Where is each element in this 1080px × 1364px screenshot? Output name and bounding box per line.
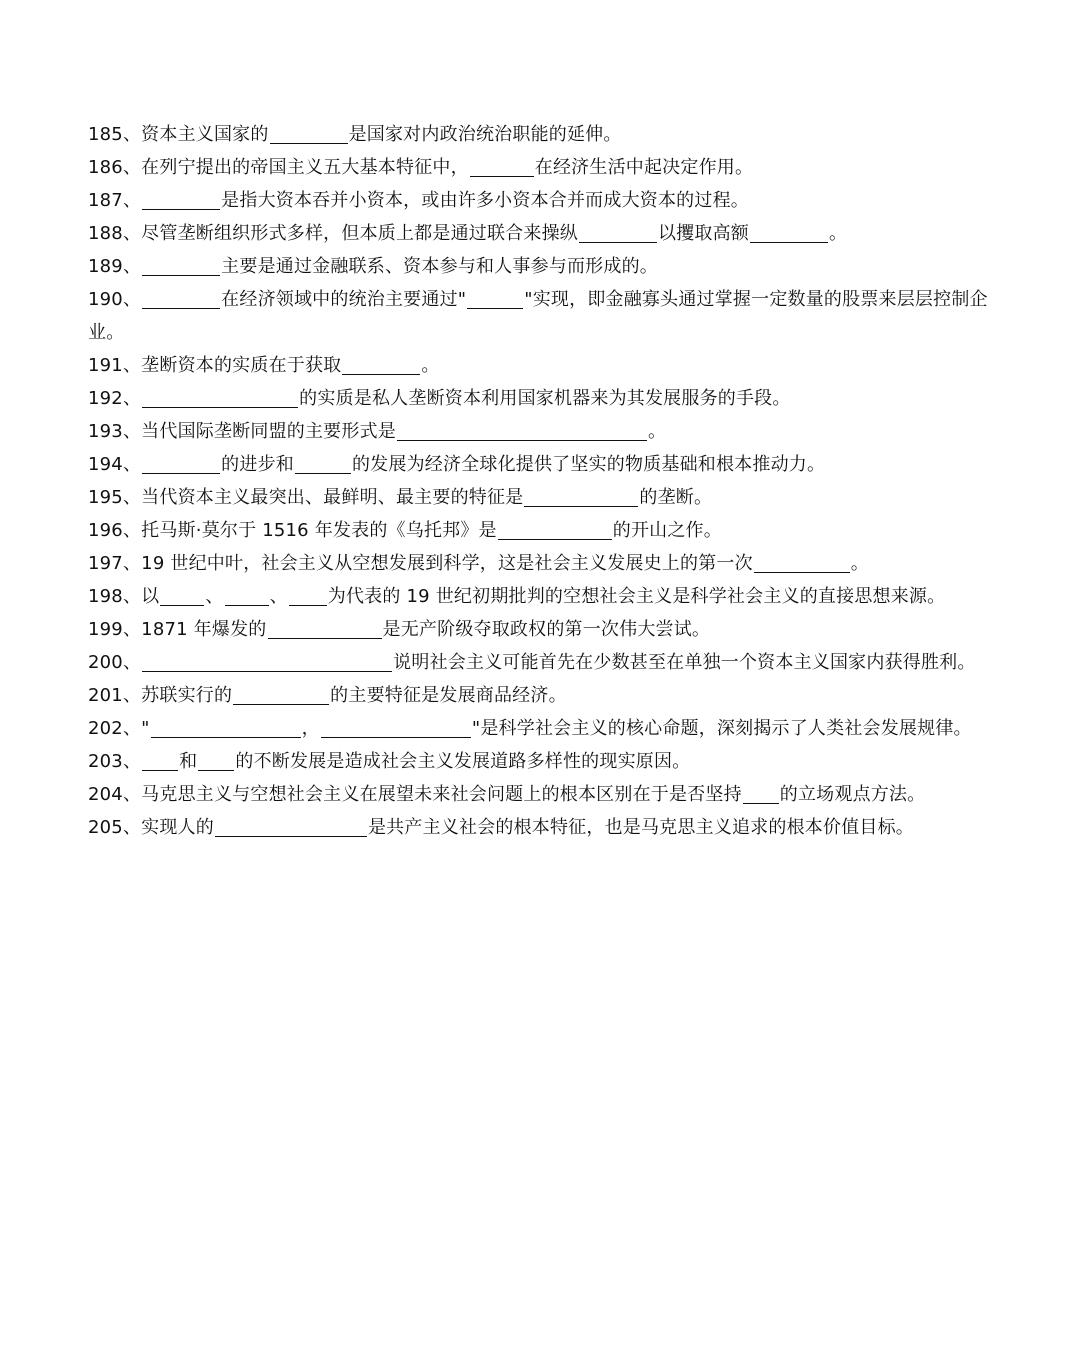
question-195: 195、当代资本主义最突出、最鲜明、最主要的特征是 的垄断。 xyxy=(88,487,713,508)
question-203: 203、 和 的不断发展是造成社会主义发展道路多样性的现实原因。 xyxy=(88,751,691,772)
answer-blank[interactable] xyxy=(498,519,612,540)
question-198: 198、以 、 、 为代表的 19 世纪初期批判的空想社会主义是科学社会主义的直接思想来源。 xyxy=(88,586,946,607)
answer-blank[interactable] xyxy=(342,354,420,375)
answer-blank[interactable] xyxy=(524,486,638,507)
question-193: 193、当代国际垄断同盟的主要形式是 。 xyxy=(88,421,667,442)
answer-blank[interactable] xyxy=(225,585,269,606)
answer-blank[interactable] xyxy=(321,717,471,738)
answer-blank[interactable] xyxy=(270,123,348,144)
answer-blank[interactable] xyxy=(233,684,329,705)
answer-blank[interactable] xyxy=(470,156,534,177)
answer-blank[interactable] xyxy=(268,618,382,639)
question-list xyxy=(88,118,988,844)
question-191: 191、垄断资本的实质在于获取 。 xyxy=(88,355,440,376)
answer-blank[interactable] xyxy=(295,453,351,474)
answer-blank[interactable] xyxy=(289,585,327,606)
answer-blank[interactable] xyxy=(215,816,367,837)
answer-blank[interactable] xyxy=(142,255,220,276)
answer-blank[interactable] xyxy=(142,387,298,408)
question-192: 192、 的实质是私人垄断资本利用国家机器来为其发展服务的手段。 xyxy=(88,388,791,409)
answer-blank[interactable] xyxy=(397,420,647,441)
answer-blank[interactable] xyxy=(750,222,828,243)
answer-blank[interactable] xyxy=(754,552,850,573)
answer-blank[interactable] xyxy=(151,717,301,738)
answer-blank[interactable] xyxy=(142,651,392,672)
question-202: 202、" ， "是科学社会主义的核心命题，深刻揭示了人类社会发展规律。 xyxy=(88,718,972,739)
question-186: 186、在列宁提出的帝国主义五大基本特征中， 在经济生活中起决定作用。 xyxy=(88,157,754,178)
answer-blank[interactable] xyxy=(142,453,220,474)
question-189: 189、 主要是通过金融联系、资本参与和人事参与而形成的。 xyxy=(88,256,658,277)
answer-blank[interactable] xyxy=(142,189,220,210)
answer-blank[interactable] xyxy=(142,750,178,771)
answer-blank[interactable] xyxy=(160,585,204,606)
question-188: 188、尽管垄断组织形式多样，但本质上都是通过联合来操纵 以攫取高额 。 xyxy=(88,223,848,244)
question-194: 194、 的进步和 的发展为经济全球化提供了坚实的物质基础和根本推动力。 xyxy=(88,454,826,475)
answer-blank[interactable] xyxy=(579,222,657,243)
question-204: 204、马克思主义与空想社会主义在展望未来社会问题上的根本区别在于是否坚持 的立场观点方法。 xyxy=(88,784,926,805)
question-185: 185、资本主义国家的 是国家对内政治统治职能的延伸。 xyxy=(88,124,622,145)
question-205: 205、实现人的 是共产主义社会的根本特征，也是马克思主义追求的根本价值目标。 xyxy=(88,817,914,838)
question-201: 201、苏联实行的 的主要特征是发展商品经济。 xyxy=(88,685,567,706)
question-199: 199、1871 年爆发的 是无产阶级夺取政权的第一次伟大尝试。 xyxy=(88,619,711,640)
question-190: 190、 在经济领域中的统治主要通过" "实现，即金融寡头通过掌握一定数量的股票来层层控制企业。 xyxy=(88,289,988,343)
answer-blank[interactable] xyxy=(142,288,220,309)
question-200: 200、 说明社会主义可能首先在少数甚至在单独一个资本主义国家内获得胜利。 xyxy=(88,652,976,673)
question-197: 197、19 世纪中叶，社会主义从空想发展到科学，这是社会主义发展史上的第一次 。 xyxy=(88,553,869,574)
answer-blank[interactable] xyxy=(198,750,234,771)
question-196: 196、托马斯·莫尔于 1516 年发表的《乌托邦》是 的开山之作。 xyxy=(88,520,722,541)
answer-blank[interactable] xyxy=(467,288,523,309)
question-187: 187、 是指大资本吞并小资本，或由许多小资本合并而成大资本的过程。 xyxy=(88,190,749,211)
answer-blank[interactable] xyxy=(743,783,779,804)
